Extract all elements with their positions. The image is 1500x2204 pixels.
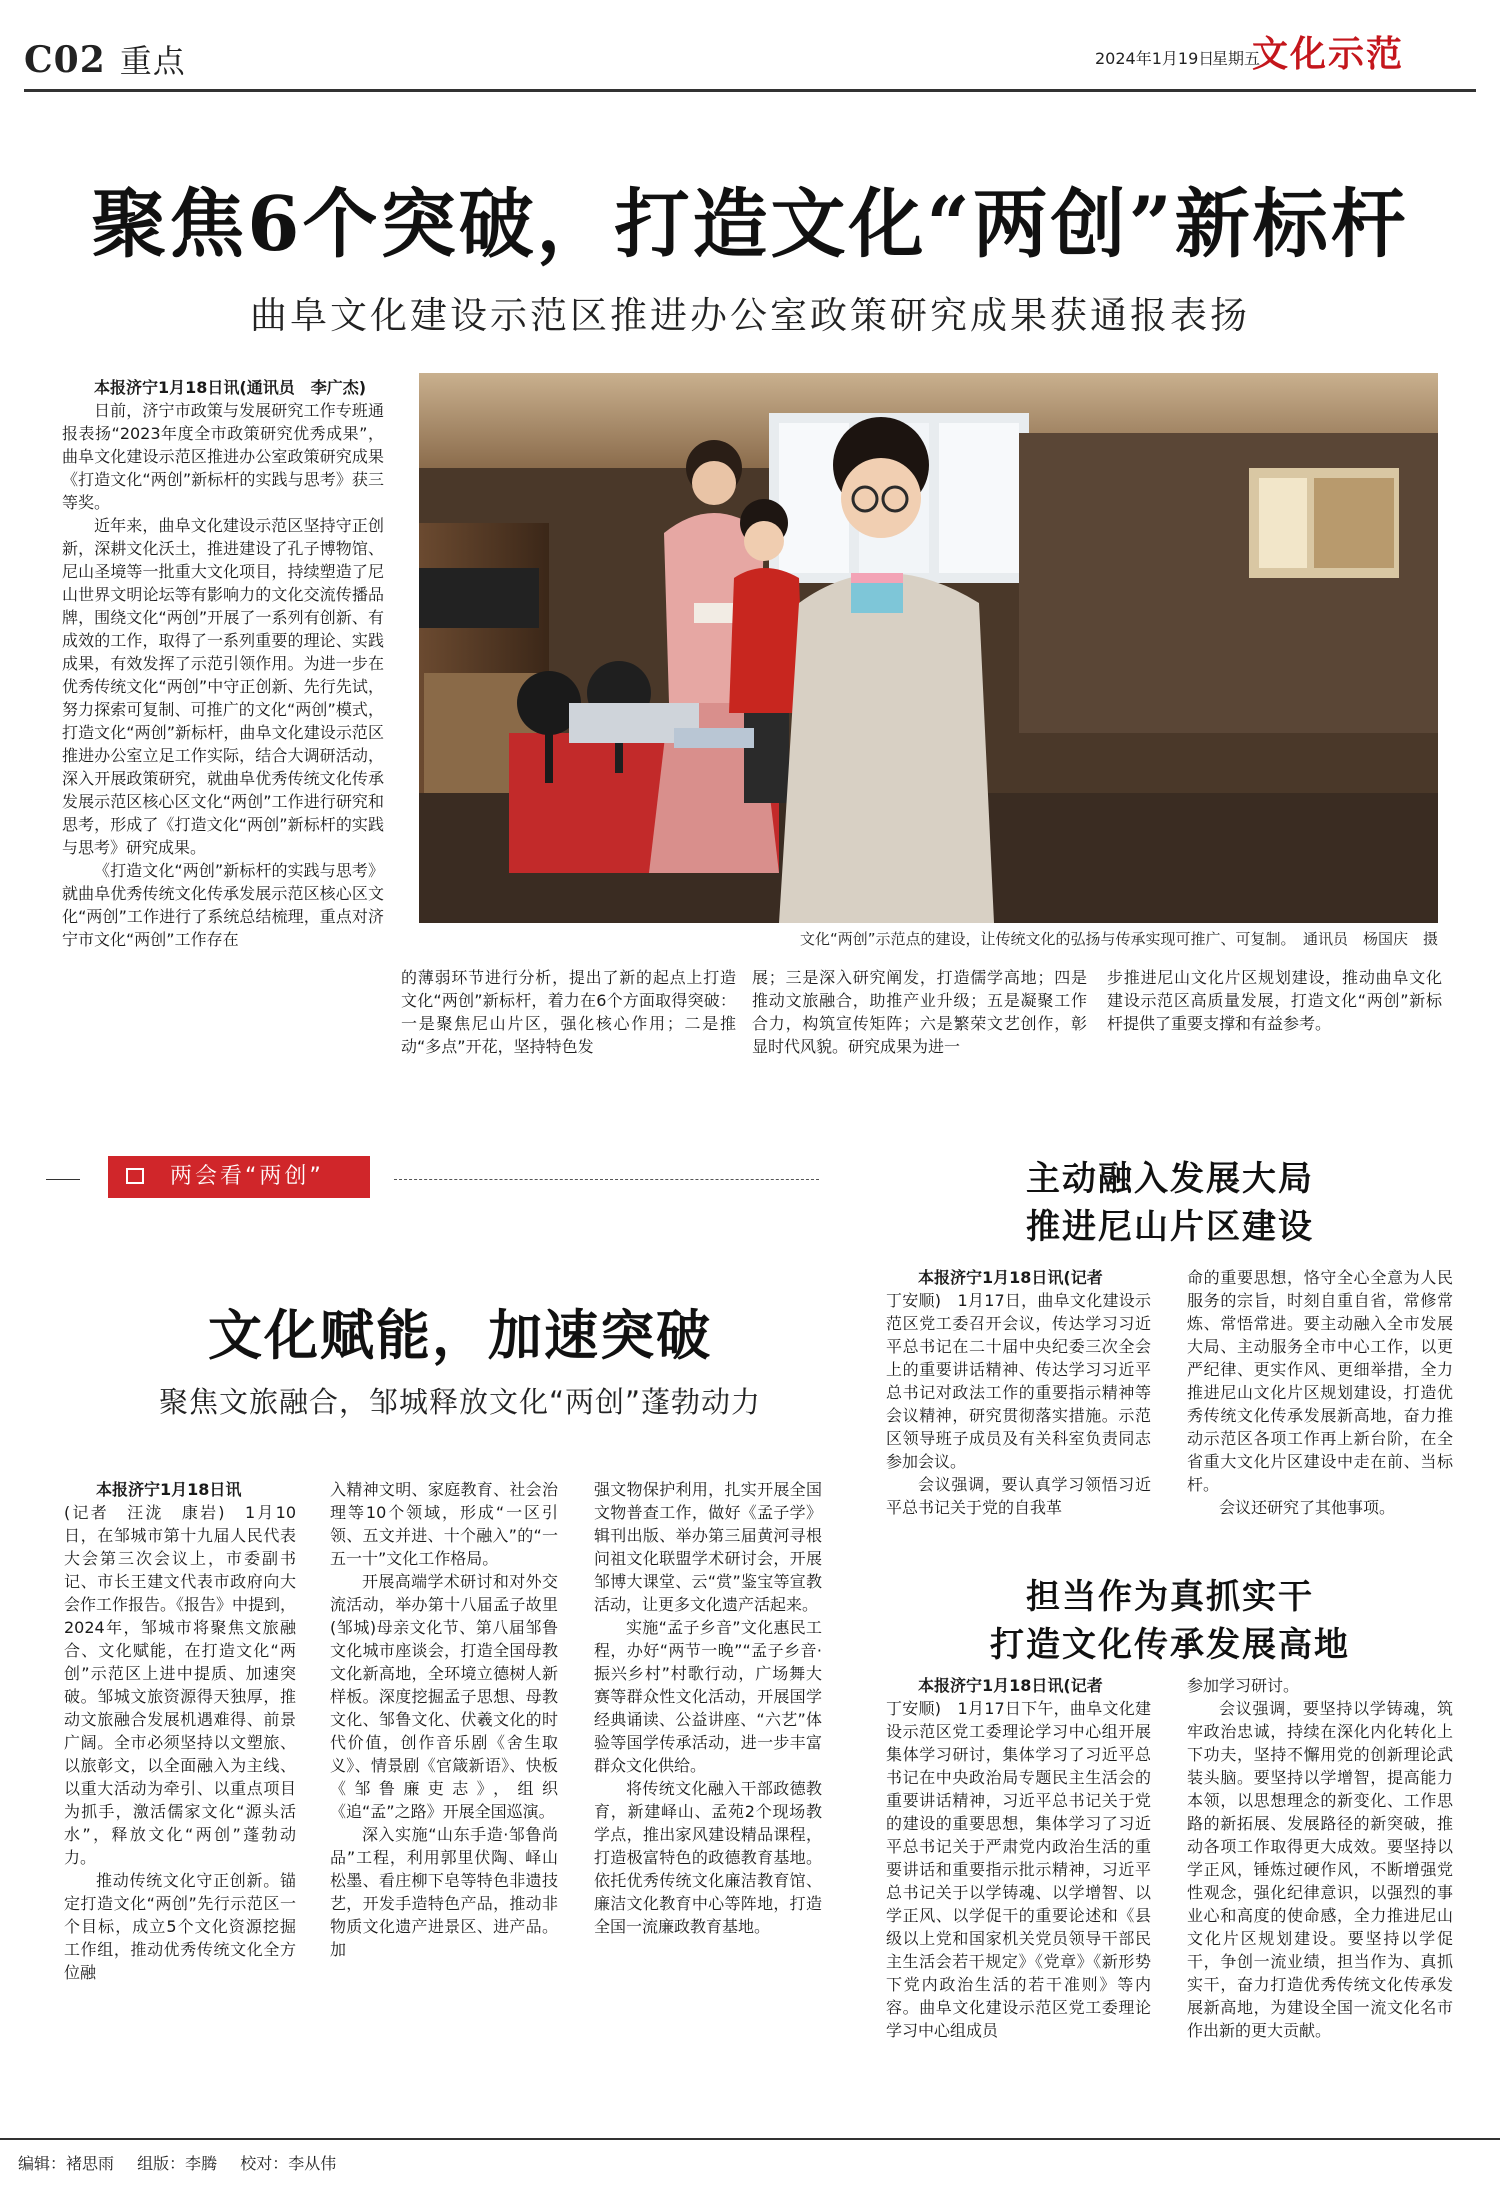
lead-article-col4 bbox=[1107, 966, 1442, 1035]
lead-paragraph-3-cont2: 展；三是深入研究阐发，打造儒学高地；四是推动文旅融合，助推产业升级；五是凝聚工作合力，构筑宣传矩阵；六是繁荣文艺创作，彰显时代风貌。研究成果为进一 bbox=[752, 968, 1087, 1056]
footer-layout: 组版：李腾 bbox=[137, 2154, 218, 2173]
study-col2 bbox=[1187, 1674, 1453, 2042]
section-divider-right bbox=[394, 1179, 819, 1180]
tv-icon bbox=[126, 1168, 144, 1184]
zoucheng-col2 bbox=[330, 1478, 558, 1961]
page-label bbox=[24, 36, 186, 82]
lead-byline: 本报济宁1月18日讯(通讯员 李广杰) bbox=[94, 378, 367, 397]
nishan-col2 bbox=[1187, 1266, 1453, 1519]
lead-paragraph-1: 日前，济宁市政策与发展研究工作专班通报表扬“2023年度全市政策研究优秀成果”，曲阜文化建设示范区推进办公室政策研究成果《打造文化“两创”新标杆的实践与思考》获三等奖。 bbox=[62, 401, 384, 512]
lead-paragraph-3-cont: 的薄弱环节进行分析，提出了新的起点上打造文化“两创”新标杆，着力在6个方面取得突破：一是聚焦尼山片区，强化核心作用；二是推动“多点”开花，坚持特色发 bbox=[401, 968, 736, 1056]
study-headline bbox=[880, 1573, 1460, 1669]
nishan-headline bbox=[880, 1155, 1460, 1251]
nishan-headline-line2: 推进尼山片区建设 bbox=[1026, 1207, 1314, 1247]
footer-credits bbox=[18, 2151, 354, 2174]
study-headline-line1: 担当作为真抓实干 bbox=[1026, 1577, 1314, 1617]
study-byline: 本报济宁1月18日讯(记者 bbox=[918, 1676, 1103, 1695]
nishan-byline: 本报济宁1月18日讯(记者 bbox=[918, 1268, 1103, 1287]
zoucheng-headline: 文化赋能，加速突破 bbox=[208, 1303, 712, 1367]
study-headline-line2: 打造文化传承发展高地 bbox=[990, 1625, 1350, 1665]
issue-weekday: 星期五 bbox=[1212, 49, 1261, 68]
zoucheng-paragraph-5: 实施“孟子乡音”文化惠民工程，办好“两节一晚”“孟子乡音·振兴乡村”村歌行动，广场舞大赛等群众性文化活动，开展国学经典诵读、公益讲座、“六艺”体验等国学传承活动，进一步丰富群众文化供给。 bbox=[594, 1618, 822, 1775]
section-divider-left bbox=[46, 1179, 80, 1180]
zoucheng-paragraph-4-cont: 强文物保护利用，扎实开展全国文物普查工作，做好《孟子学》辑刊出版、举办第三届黄河寻根问祖文化联盟学术研讨会，开展邹博大课堂、云“赏”鉴宝等宣教活动，让更多文化遗产活起来。 bbox=[594, 1480, 822, 1614]
lead-article-col1 bbox=[62, 376, 384, 951]
footer-rule bbox=[0, 2138, 1500, 2140]
lead-photo bbox=[419, 373, 1438, 923]
nishan-paragraph-3: 会议还研究了其他事项。 bbox=[1219, 1498, 1396, 1517]
lead-paragraph-3-cont3: 步推进尼山文化片区规划建设，推动曲阜文化建设示范区高质量发展，打造文化“两创”新标杆提供了重要支撑和有益参考。 bbox=[1107, 968, 1442, 1033]
issue-date: 2024年1月19日 bbox=[1095, 49, 1215, 68]
zoucheng-subheadline: 聚焦文旅融合，邹城释放文化“两创”蓬勃动力 bbox=[158, 1385, 762, 1419]
zoucheng-col1 bbox=[64, 1478, 296, 1984]
zoucheng-col3 bbox=[594, 1478, 822, 1938]
footer-proof: 校对：李从伟 bbox=[240, 2154, 337, 2173]
study-col1 bbox=[886, 1674, 1151, 2042]
lead-article-col3 bbox=[752, 966, 1087, 1058]
zoucheng-byline: 本报济宁1月18日讯 bbox=[96, 1480, 242, 1499]
study-paragraph-1: 丁安顺) 1月17日下午，曲阜文化建设示范区党工委理论学习中心组开展集体学习研讨，集体学习了习近平总书记在中央政治局专题民主生活会的重要讲话精神，习近平总书记关于党的建设的重要思想，集体学习了习近平总书记关于严肃党内政治生活的重要讲话和重要指示批示精神，习近平总书记关于以学铸魂、以学增智、以学正风、以学促干的重要论述和《县级以上党和国家机关党员领导干部民主生活会若干规定》《党章》《新形势下党内政治生活的若干准则》等内容。曲阜文化建设示范区党工委理论学习中心组成员 bbox=[886, 1699, 1151, 2040]
lead-subheadline: 曲阜文化建设示范区推进办公室政策研究成果获通报表扬 bbox=[250, 294, 1250, 337]
section-tag bbox=[108, 1156, 370, 1198]
header-rule bbox=[24, 89, 1476, 92]
zoucheng-paragraph-3: 开展高端学术研讨和对外交流活动，举办第十八届孟子故里(邹城)母亲文化节、第八届邹鲁文化城市座谈会，打造全国母教文化新高地，全环境立德树人新样板。深度挖掘孟子思想、母教文化、邹鲁文化、伏羲文化的时代价值，创作音乐剧《舍生取义》、情景剧《官箴新语》、快板《邹鲁廉吏志》，组织《追“孟”之路》开展全国巡演。 bbox=[330, 1572, 558, 1821]
zoucheng-paragraph-1: (记者 汪泷 康岩) 1月10日，在邹城市第十九届人民代表大会第三次会议上，市委副书记、市长王建文代表市政府向大会作工作报告。《报告》中提到，2024年，邹城市将聚焦文旅融合、文化赋能，在打造文化“两创”示范区上进中提质、加速突破。邹城文旅资源得天独厚，推动文旅融合发展机遇难得、前景广阔。全市必须坚持以文塑旅、以旅彰文，以全面融入为主线、以重大活动为牵引、以重点项目为抓手，激活儒家文化“源头活水”，释放文化“两创”蓬勃动力。 bbox=[64, 1503, 297, 1867]
footer-editor: 编辑：褚思雨 bbox=[18, 2154, 115, 2173]
zoucheng-paragraph-6: 将传统文化融入干部政德教育，新建峄山、孟苑2个现场教学点，推出家风建设精品课程，打造极富特色的政德教育基地。依托优秀传统文化廉洁教育馆、廉洁文化教育中心等阵地，打造全国一流廉政教育基地。 bbox=[594, 1779, 822, 1936]
photo-caption: 文化“两创”示范点的建设，让传统文化的弘扬与传承实现可推广、可复制。 通讯员 杨国庆 摄 bbox=[799, 930, 1438, 948]
study-paragraph-2: 会议强调，要坚持以学铸魂，筑牢政治忠诚，持续在深化内化转化上下功夫，坚持不懈用党的创新理论武装头脑。要坚持以学增智，提高能力本领，以思想理念的新变化、工作思路的新拓展、发展路径的新突破，推动各项工作取得更大成效。要坚持以学正风，锤炼过硬作风，不断增强党性观念，强化纪律意识，以强烈的事业心和高度的使命感，全力推进尼山文化片区规划建设。要坚持以学促干，争创一流业绩，担当作为、真抓实干，奋力打造优秀传统文化传承发展新高地，为建设全国一流文化名市作出新的更大贡献。 bbox=[1187, 1699, 1453, 2040]
lead-headline: 聚焦6个突破，打造文化“两创”新标杆 bbox=[91, 180, 1409, 268]
nishan-paragraph-2: 会议强调，要认真学习领悟习近平总书记关于党的自我革 bbox=[886, 1475, 1151, 1517]
lead-paragraph-2: 近年来，曲阜文化建设示范区坚持守正创新，深耕文化沃土，推进建设了孔子博物馆、尼山圣境等一批重大文化项目，持续塑造了尼山世界文明论坛等有影响力的文化交流传播品牌，围绕文化“两创”开展了一系列有创新、有成效的工作，取得了一系列重要的理论、实践成果，有效发挥了示范引领作用。为进一步在优秀传统文化“两创”中守正创新、先行先试，努力探索可复制、可推广的文化“两创”模式，打造文化“两创”新标杆，曲阜文化建设示范区推进办公室立足工作实际，结合大调研活动，深入开展政策研究，就曲阜优秀传统文化传承发展示范区核心区文化“两创”工作进行研究和思考，形成了《打造文化“两创”新标杆的实践与思考》研究成果。 bbox=[62, 516, 384, 857]
nishan-paragraph-1: 丁安顺) 1月17日，曲阜文化建设示范区党工委召开会议，传达学习习近平总书记在二十届中央纪委三次全会上的重要讲话精神、传达学习习近平总书记对政法工作的重要指示精神等会议精神，研究贯彻落实措施。示范区领导班子成员及有关科室负责同志参加会议。 bbox=[886, 1291, 1151, 1471]
section-name: 重点 bbox=[119, 42, 186, 80]
zoucheng-paragraph-2-cont: 入精神文明、家庭教育、社会治理等10个领域，形成“一区引领、五文并进、十个融入”的“一五一十”文化工作格局。 bbox=[330, 1480, 558, 1568]
masthead-logo: 文化示范 bbox=[1252, 34, 1405, 75]
nishan-headline-line1: 主动融入发展大局 bbox=[1026, 1159, 1314, 1199]
study-paragraph-1-cont: 参加学习研讨。 bbox=[1187, 1676, 1300, 1695]
lead-paragraph-3: 《打造文化“两创”新标杆的实践与思考》就曲阜优秀传统文化传承发展示范区核心区文化“两创”工作进行了系统总结梳理，重点对济宁市文化“两创”工作存在 bbox=[62, 861, 384, 949]
nishan-paragraph-2-cont: 命的重要思想，恪守全心全意为人民服务的宗旨，时刻自重自省，常修常炼、常悟常进。要主动融入全市发展大局、主动服务全市中心工作，以更严纪律、更实作风、更细举措，全力推进尼山文化片区规划建设，打造优秀传统文化传承发展新高地，奋力推动示范区各项工作再上新台阶，在全省重大文化片区建设中走在前、当标杆。 bbox=[1187, 1268, 1453, 1494]
zoucheng-paragraph-4: 深入实施“山东手造·邹鲁尚品”工程，利用郭里伏陶、峄山松墨、看庄柳下皂等特色非遗技艺，开发手造特色产品，推动非物质文化遗产进景区、进产品。加 bbox=[330, 1825, 558, 1959]
nishan-col1 bbox=[886, 1266, 1151, 1519]
section-tag-label: 两会看“两创” bbox=[170, 1164, 324, 1189]
zoucheng-paragraph-2: 推动传统文化守正创新。锚定打造文化“两创”先行示范区一个目标，成立5个文化资源挖掘工作组，推动优秀传统文化全方位融 bbox=[64, 1871, 296, 1982]
page-number: C02 bbox=[24, 39, 106, 81]
lead-article-col2 bbox=[401, 966, 736, 1058]
